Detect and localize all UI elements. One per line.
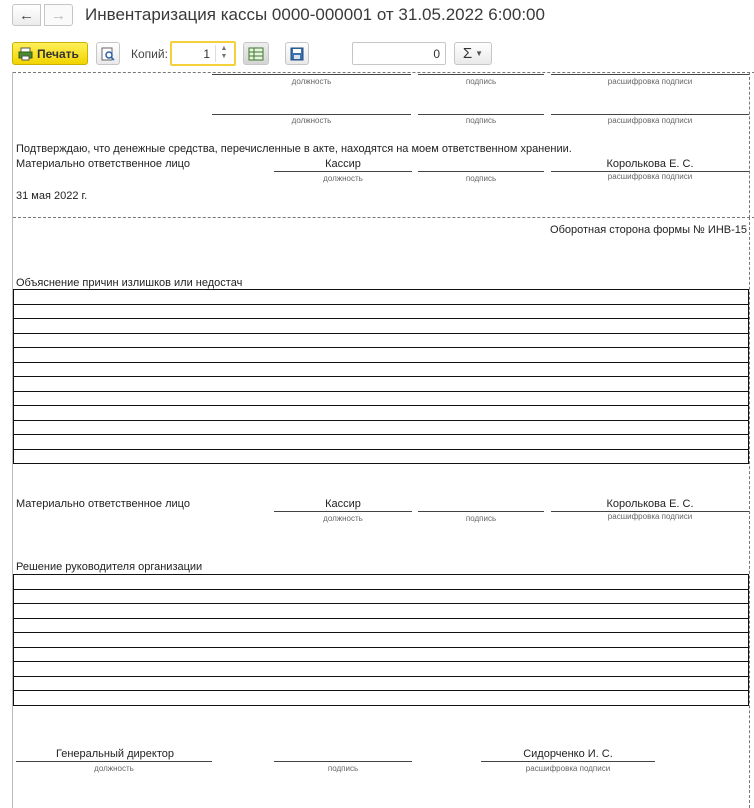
forward-button[interactable] [44,4,73,26]
arrow-left-icon: ← [19,6,34,24]
table-row[interactable] [14,691,748,706]
position-line [212,114,411,115]
table-row[interactable] [14,319,748,334]
page-top-border [13,72,754,73]
position-caption: должность [291,77,332,86]
window-title: Инвентаризация кассы 0000-000001 от 31.05.2022 6:00:00 [85,5,545,24]
table-row[interactable] [14,290,748,305]
title-bar [0,0,754,32]
signature-caption: подпись [465,116,497,125]
decision-table [13,574,749,706]
decoding-line [551,114,749,115]
director-name: Сидорченко И. С. [523,748,613,760]
signature-line [418,74,544,75]
sum-dropdown-button[interactable] [454,42,492,65]
table-row[interactable] [14,677,748,692]
table-row[interactable] [14,604,748,619]
table-row[interactable] [14,575,748,590]
document-area[interactable] [12,72,754,808]
table-row[interactable] [14,348,748,363]
print-label: Печать [37,46,79,61]
chevron-down-icon: ▼ [475,49,484,58]
decoding-line [551,74,749,75]
position-caption: должность [323,174,363,183]
decoding-caption: расшифровка подписи [607,172,693,181]
decoding-caption: расшифровка подписи [525,764,611,773]
copies-input[interactable] [170,41,236,66]
copies-label: Копий: [131,47,168,61]
signature-line [418,114,544,115]
spreadsheet-icon [248,47,264,61]
act-date: 31 мая 2022 г. [16,190,88,202]
responsible-person-label: Материально ответственное лицо [16,498,190,510]
explanation-table [13,289,749,464]
page-right-border [749,72,750,218]
cashier-name: Королькова Е. С. [606,158,694,170]
signature-caption: подпись [327,764,359,773]
copies-value: 1 [203,47,210,61]
cashier-position: Кассир [325,498,361,510]
table-row[interactable] [14,334,748,349]
decoding-caption: расшифровка подписи [607,116,693,125]
table-row[interactable] [14,633,748,648]
position-line [274,511,412,512]
signature-caption: подпись [465,77,497,86]
position-caption: должность [323,514,363,523]
page-right-border [749,217,750,808]
signature-caption: подпись [465,514,497,523]
copies-stepper[interactable]: ▲ ▼ [215,45,232,62]
position-line [274,171,412,172]
preview-button[interactable] [96,42,120,65]
table-row[interactable] [14,590,748,605]
sigma-icon: Σ [462,45,473,62]
printer-icon [18,47,33,61]
back-button[interactable] [12,4,41,26]
save-button[interactable] [285,42,309,65]
arrow-right-icon: → [51,6,66,24]
table-row[interactable] [14,363,748,378]
position-line [212,74,411,75]
toolbar [0,38,754,70]
table-row[interactable] [14,435,748,450]
table-row[interactable] [14,406,748,421]
table-row[interactable] [14,648,748,663]
confirmation-text: Подтверждаю, что денежные средства, перечисленные в акте, находятся на моем ответственном хранении. [16,143,572,155]
preview-icon [101,47,115,61]
responsible-person-label: Материально ответственное лицо [16,158,190,170]
decoding-line [481,761,655,762]
sum-value: 0 [433,47,440,61]
table-row[interactable] [14,392,748,407]
cashier-name: Королькова Е. С. [606,498,694,510]
table-row[interactable] [14,305,748,320]
position-caption: должность [291,116,332,125]
reverse-side-title: Оборотная сторона формы № ИНВ-15 [550,224,747,236]
decision-label: Решение руководителя организации [16,561,203,573]
decoding-caption: расшифровка подписи [607,512,693,521]
table-row[interactable] [14,619,748,634]
sum-field[interactable] [352,42,446,65]
signature-line [274,761,412,762]
signature-line [418,511,544,512]
director-position: Генеральный директор [56,748,174,760]
table-row[interactable] [14,421,748,436]
explanation-label: Объяснение причин излишков или недостач [16,277,243,289]
signature-caption: подпись [465,174,497,183]
show-in-table-button[interactable] [243,42,269,65]
decoding-caption: расшифровка подписи [607,77,693,86]
signature-line [418,171,544,172]
position-caption: должность [94,764,134,773]
page-break [13,217,754,218]
table-row[interactable] [14,450,748,465]
table-row[interactable] [14,377,748,392]
save-icon [290,47,304,61]
print-button[interactable] [12,42,88,65]
position-line [16,761,212,762]
cashier-position: Кассир [325,158,361,170]
table-row[interactable] [14,662,748,677]
